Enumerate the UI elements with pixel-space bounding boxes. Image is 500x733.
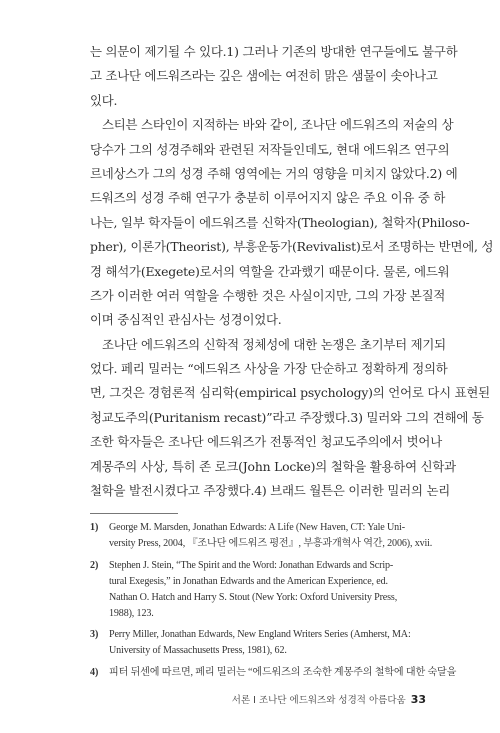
footnote-line: 1988), 123. — [109, 607, 154, 619]
footnote-line: Nathan O. Hatch and Harry S. Stout (New York: Oxford University Press, — [109, 591, 398, 603]
footnote — [90, 520, 433, 552]
body-line: 나는, 일부 학자들이 에드워즈를 신학자(Theologian), 철학자(Philoso- — [90, 214, 470, 230]
body-line: 르네상스가 그의 성경 주해 영역에는 거의 영향을 미치지 않았다.2) 에 — [90, 165, 458, 181]
footnote-line: versity Press, 2004, 『조나단 에드워즈 평전』, 부흥과개혁사 역간, 2006), xvii. — [109, 538, 433, 549]
footnote-line: Perry Miller, Jonathan Edwards, New England Writers Series (Amherst, MA: — [109, 629, 411, 640]
body-line: 조한 학자들은 조나단 에드워즈가 전통적인 청교도주의에서 벗어나 — [90, 434, 442, 450]
footnote-text — [109, 627, 425, 659]
footnote-line: tural Exegesis,” in Jonathan Edwards and the American Experience, ed. — [109, 575, 388, 587]
footnotes — [90, 520, 457, 686]
footnote-line: 피터 뒤센에 따르면, 페리 밀러는 “에드워즈의 조숙한 계몽주의 철학에 대한 숙달을 — [109, 666, 457, 678]
body-line: 즈가 이러한 여러 역할을 수행한 것은 사실이지만, 그의 가장 본질적 — [90, 287, 446, 303]
body-line: 면, 그것은 경험론적 심리학(empirical psychology)의 언어로 다시 표현된 — [90, 385, 490, 401]
footnote — [90, 665, 457, 681]
body-line: 스티븐 스타인이 지적하는 바와 같이, 조나단 에드워즈의 저술의 상 — [102, 117, 454, 133]
running-head: 서론 I 조나단 에드워즈와 성경적 아름다움 — [231, 695, 406, 706]
footnote-line: Stephen J. Stein, “The Spirit and the Word: Jonathan Edwards and Scrip- — [109, 559, 394, 571]
body-line: pher), 이론가(Theorist), 부흥운동가(Revivalist)로서 조명하는 반면에, 성 — [90, 239, 494, 255]
body-line: 이며 중심적인 관심사는 성경이었다. — [90, 312, 282, 328]
body-line: 경 해석가(Exegete)로서의 역할을 간과했기 때문이다. 물론, 에드워 — [90, 263, 450, 279]
body-line: 계몽주의 사상, 특히 존 로크(John Locke)의 철학을 활용하여 신학과 — [90, 458, 456, 474]
page-footer — [232, 692, 426, 706]
page-number: 33 — [410, 693, 426, 706]
footnote-line: University of Massachusetts Press, 1981), 62. — [109, 645, 287, 656]
footnote-number: 3) — [90, 629, 99, 640]
footnote — [90, 558, 425, 622]
body-line: 당수가 그의 성경주해와 관련된 저작들인데도, 현대 에드워즈 연구의 — [90, 141, 450, 157]
footnote-text — [109, 665, 456, 681]
body-line: 고 조나단 에드워즈라는 깊은 샘에는 여전히 맑은 샘물이 솟아나고 — [90, 68, 438, 84]
footnote-number: 4) — [90, 666, 99, 678]
body-line: 드워즈의 성경 주해 연구가 충분히 이루어지지 않은 주요 이유 중 하 — [90, 190, 446, 206]
footnote-text — [109, 558, 425, 622]
footnote-number: 1) — [90, 522, 99, 533]
footnote-line: George M. Marsden, Jonathan Edwards: A Life (New Haven, CT: Yale Uni- — [109, 522, 405, 533]
body-line: 철학을 발전시켰다고 주장했다.4) 브래드 월튼은 이러한 밀러의 논리 — [90, 483, 450, 499]
body-line: 조나단 에드워즈의 신학적 정체성에 대한 논쟁은 초기부터 제기되 — [102, 336, 446, 352]
footnote-divider — [90, 513, 178, 514]
body-line: 있다. — [90, 92, 118, 108]
body-text — [90, 40, 494, 503]
body-line: 었다. 페리 밀러는 “에드워즈 사상을 가장 단순하고 정확하게 정의하 — [90, 361, 448, 377]
body-line: 청교도주의(Puritanism recast)”라고 주장했다.3) 밀러와 그의 견해에 동 — [90, 409, 484, 425]
body-line: 는 의문이 제기될 수 있다.1) 그러나 기존의 방대한 연구들에도 불구하 — [90, 44, 458, 59]
footnote — [90, 627, 425, 659]
footnote-text — [109, 520, 432, 552]
footnote-number: 2) — [90, 559, 99, 571]
